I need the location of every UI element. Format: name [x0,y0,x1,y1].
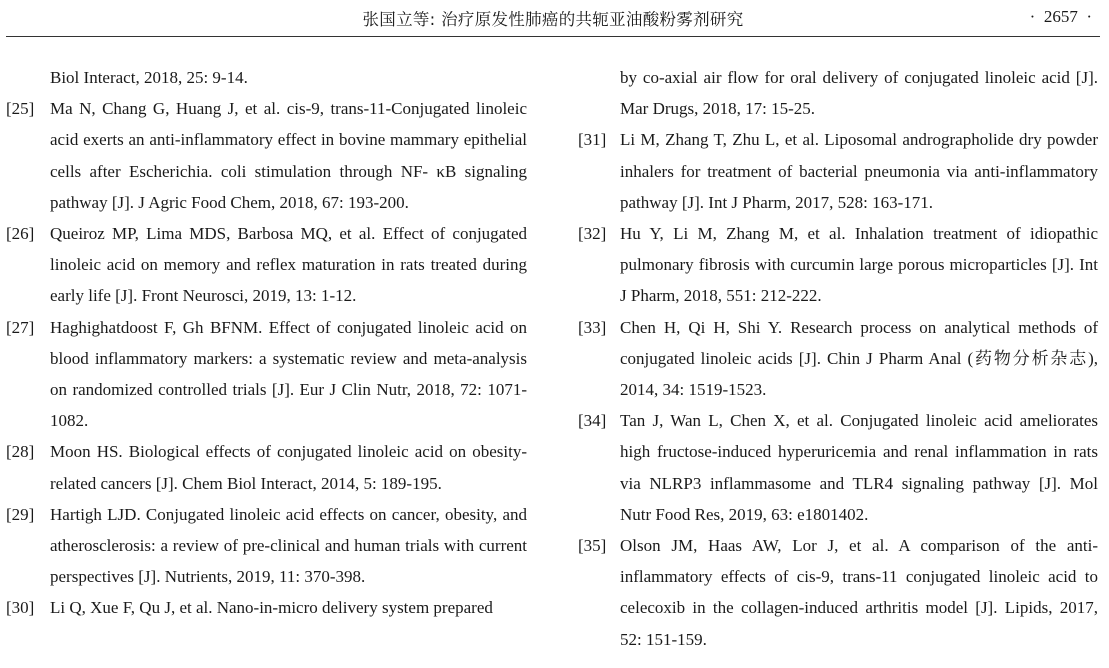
reference-text: Chen H, Qi H, Shi Y. Research process on analytical methods of conjugated linoleic acids [J]. Chin J Pharm Anal (药物分析杂志), 2014, 34: 1519-1523. [620,317,1098,400]
reference-text: Hu Y, Li M, Zhang M, et al. Inhalation treatment of idiopathic pulmonary fibrosis with curcumin large porous microparticles [J]. Int J Pharm, 2018, 551: 212-222. [620,224,1098,306]
reference-number: [35] [578,536,607,556]
reference-entry [6,93,527,218]
reference-text: Olson JM, Haas AW, Lor J, et al. A comparison of the anti-inflammatory effects of cis-9, trans-11 conjugated linoleic acid to celecoxib in the collagen-induced arthritis model [J]. Lipids, 2017, 52: 151-159. [620,536,1098,649]
reference-number: [31] [578,130,607,150]
reference-entry [578,405,1098,530]
page-number: · 2657 · [1029,7,1092,26]
reference-text: Biol Interact, 2018, 25: 9-14. [50,68,248,87]
running-header [6,0,1100,37]
reference-text: Moon HS. Biological effects of conjugated linoleic acid on obesity-related cancers [J]. Chem Biol Interact, 2014, 5: 189-195. [50,442,527,493]
reference-number: [33] [578,317,607,337]
reference-entry [6,218,527,312]
left-reference-column [6,62,527,624]
reference-text: Queiroz MP, Lima MDS, Barbosa MQ, et al. Effect of conjugated linoleic acid on memory and reflex maturation in rats treated during early life [J]. Front Neurosci, 2019, 13: 1-12. [50,224,527,306]
reference-number: [30] [6,598,35,618]
reference-entry [578,62,1098,124]
reference-text: by co-axial air flow for oral delivery of conjugated linoleic acid [J]. Mar Drugs, 2018, 17: 15-25. [620,68,1098,119]
reference-text: Tan J, Wan L, Chen X, et al. Conjugated linoleic acid ameliorates high fructose-induced hyperuricemia and renal inflammation in rats via NLRP3 inflammasome and TLR4 signaling pathway [J]. Mol Nutr Food Res, 2019, 63: e1801402. [620,411,1098,524]
reference-text: Li Q, Xue F, Qu J, et al. Nano-in-micro delivery system prepared [50,598,493,618]
reference-entry [6,62,527,93]
reference-number: [32] [578,224,607,244]
reference-entry [6,436,527,498]
reference-text: Li M, Zhang T, Zhu L, et al. Liposomal andrographolide dry powder inhalers for treatment of bacterial pneumonia via anti-inflammatory pathway [J]. Int J Pharm, 2017, 528: 163-171. [620,130,1098,212]
reference-number: [25] [6,99,35,119]
reference-text: Haghighatdoost F, Gh BFNM. Effect of conjugated linoleic acid on blood inflammatory markers: a systematic review and meta-analysis on randomized controlled trials [J]. Eur J Clin Nutr, 2018, 72: 1071-1082. [50,317,527,431]
reference-entry [578,530,1098,655]
reference-number: [29] [6,504,35,524]
reference-entry [578,218,1098,312]
reference-text: Ma N, Chang G, Huang J, et al. cis-9, trans-11-Conjugated linoleic acid exerts an anti-inflammatory effect in bovine mammary epithelial cells after Escherichia. coli stimulation through NF- κB signaling pathway [J]. J Agric Food Chem, 2018, 67: 193-200. [50,99,527,212]
right-reference-column [578,62,1098,655]
reference-number: [26] [6,224,35,244]
reference-entry [578,312,1098,406]
reference-number: [27] [6,317,35,337]
reference-text: Hartigh LJD. Conjugated linoleic acid effects on cancer, obesity, and atherosclerosis: a review of pre-clinical and human trials with current perspectives [J]. Nutrients, 2019, 11: 370-398. [50,504,527,587]
reference-number: [34] [578,411,607,431]
reference-entry [578,124,1098,218]
reference-entry [6,312,527,437]
reference-number: [28] [6,442,35,462]
reference-entry [6,592,527,623]
reference-entry [6,499,527,593]
running-header-title: 张国立等: 治疗原发性肺癌的共轭亚油酸粉雾剂研究 [362,10,744,29]
